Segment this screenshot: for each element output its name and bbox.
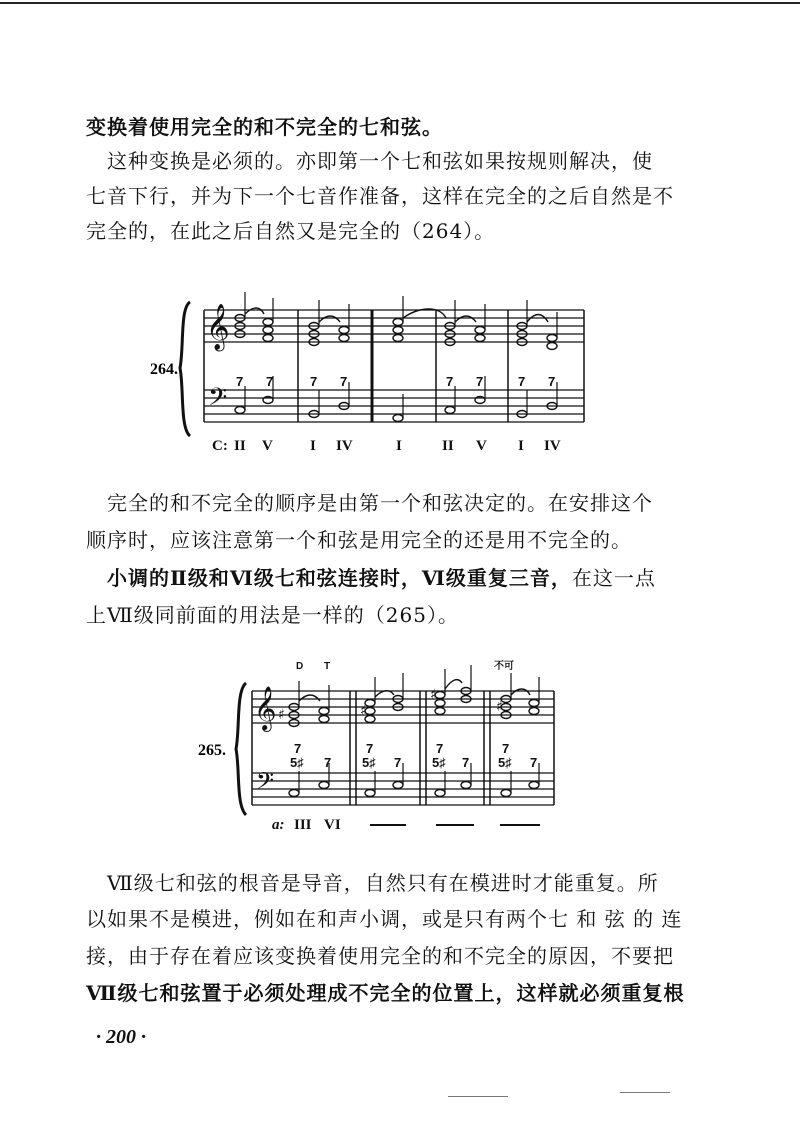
score-264 [150,288,610,458]
svg-text:𝄢: 𝄢 [256,767,275,800]
svg-text:♯: ♯ [278,707,285,723]
figure-5-sharp: 5♯ [290,755,304,770]
top-mark: T [324,661,331,672]
scan-artifact [620,1092,670,1093]
degree-label: II [442,438,454,454]
figure-7: 7 [236,374,244,389]
paragraph-line: 顺序时，应该注意第一个和弦是用完全的还是用不完全的。 [86,528,632,552]
figure-5-sharp: 5♯ [432,755,446,770]
degree-label: I [310,438,316,454]
example-number: 264. [150,361,178,378]
svg-text:♯: ♯ [496,699,503,715]
figure-7: 7 [294,741,302,756]
degree-label: IV [544,438,561,454]
scan-artifact [448,1096,508,1097]
degree-label: I [396,438,402,454]
degree-label: III [294,817,312,833]
example-number: 265. [198,742,226,759]
degree-label: V [262,438,273,454]
figure-7: 7 [548,374,556,389]
degree-label: IV [336,438,353,454]
music-example-265 [190,655,570,835]
figure-7: 7 [394,755,402,770]
paragraph-line: 上Ⅶ级同前面的用法是一样的（265）。 [86,603,459,627]
figure-7: 7 [476,374,484,389]
figure-7: 7 [266,374,274,389]
svg-text:𝄞: 𝄞 [254,686,277,730]
figure-7: 7 [462,755,470,770]
figure-7: 7 [446,374,454,389]
figure-7: 7 [324,755,332,770]
figure-7: 7 [518,374,526,389]
degree-label: VI [324,817,341,833]
score-265 [190,655,570,835]
degree-label: I [518,438,524,454]
figure-5-sharp: 5♯ [362,755,376,770]
figure-7: 7 [502,741,510,756]
degree-label: II [234,438,246,454]
degree-label: V [476,438,487,454]
paragraph-line: 七音下行，并为下一个七音作准备，这样在完全的之后自然是不 [86,184,674,208]
bold-phrase: 小调的Ⅱ级和Ⅵ级七和弦连接时，Ⅵ级重复三音， [86,566,572,590]
page-number: · 200 · [96,1026,146,1048]
figure-7: 7 [310,374,318,389]
music-example-264 [150,288,610,458]
page-top-rule [0,2,800,4]
figure-7: 7 [436,741,444,756]
key-label: C: [212,438,228,454]
paragraph-line: 完全的，在此之后自然又是完全的（264）。 [86,219,496,243]
svg-text:♯: ♯ [360,703,367,719]
paragraph-line: 完全的和不完全的顺序是由第一个和弦决定的。在安排这个 [86,491,653,515]
paragraph-line [86,565,656,591]
figure-7: 7 [530,755,538,770]
svg-text:♯: ♯ [430,687,437,703]
key-label: a: [272,817,285,833]
paragraph-line: 这种变换是必须的。亦即第一个七和弦如果按规则解决，使 [86,149,653,173]
paragraph-line: Ⅶ级七和弦置于必须处理成不完全的位置上，这样就必须重复根 [86,981,685,1005]
paragraph-line: Ⅶ级七和弦的根音是导音，自然只有在模进时才能重复。所 [86,871,659,895]
paragraph-line: 以如果不是模进，例如在和声小调，或是只有两个七 和 弦 的 连 [86,907,683,931]
figure-7: 7 [366,741,374,756]
figure-7: 7 [340,374,348,389]
plain-phrase: 在这一点 [571,566,656,590]
svg-text:𝄞: 𝄞 [206,304,230,350]
paragraph-line: 接，由于存在着应该变换着使用完全的和不完全的原因，不要把 [86,944,674,968]
top-mark: D [296,661,304,672]
section-heading: 变换着使用完全的和不完全的七和弦。 [86,115,443,139]
top-mark: 不可 [494,661,514,672]
svg-text:𝄢: 𝄢 [208,383,228,418]
figure-5-sharp: 5♯ [498,755,512,770]
